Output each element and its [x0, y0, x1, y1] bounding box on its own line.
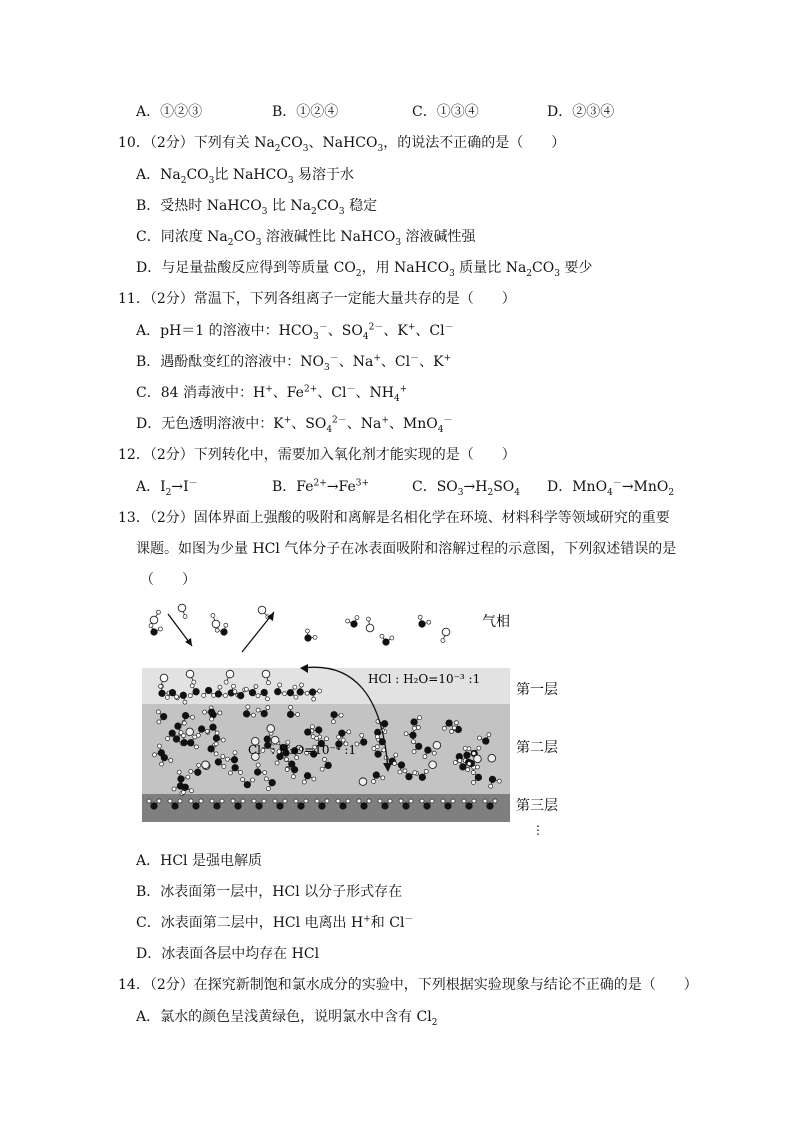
- q10-number: 10．: [118, 135, 150, 151]
- q12-option-d: D．MnO$_4$－→MnO$_2$: [547, 478, 675, 498]
- q13-stem-line1: [118, 509, 670, 527]
- chloride-ion-icon: [433, 741, 441, 749]
- q11-stem: [118, 290, 516, 308]
- q12-option-b: B．$Fe^{2+}\to Fe^{3+}$: [272, 478, 370, 495]
- q13-option-a: A．HCl 是强电解质: [136, 853, 262, 869]
- q12-option-a: A．$I_2\to I^-$: [136, 478, 198, 498]
- q14-score: （2分）: [149, 977, 194, 993]
- hcl-ice-adsorption-figure: [140, 598, 580, 838]
- q10-stem: [118, 134, 565, 152]
- q11-option-a: A．pH＝1 的溶液中：$HCO_3^-$、$SO_4^{2-}$、K+、Cl－: [136, 322, 454, 342]
- label-layer1: 第一层: [516, 682, 558, 698]
- q11-number: 11．: [118, 291, 150, 307]
- water-molecule-icon: [378, 634, 394, 647]
- water-molecule-icon: [345, 615, 362, 630]
- q13-number: 13．: [118, 510, 150, 526]
- chloride-ion-icon: [359, 778, 367, 786]
- q10-option-c: C．同浓度 $Na_2CO_3$ 溶液碱性比 NaHCO$_3$ 溶液碱性强: [136, 229, 476, 248]
- q12-score: （2分）: [149, 447, 194, 463]
- label-more-layers: ⋮: [532, 823, 544, 837]
- chloride-ion-icon: [488, 754, 496, 762]
- water-molecule-icon: [414, 614, 431, 630]
- q9-option-d: D．②③④: [547, 104, 615, 120]
- q12-stem: [118, 446, 516, 464]
- water-molecule-icon: [300, 628, 318, 645]
- label-layer2: 第二层: [516, 740, 558, 756]
- hcl-molecule-icon: [177, 603, 189, 620]
- q14-stem-text: 在探究新制饱和氯水成分的实验中，下列根据实验现象与结论不正确的是（ ）: [193, 977, 698, 993]
- chloride-ion-icon: [429, 761, 437, 769]
- q11-option-b: B．遇酚酞变红的溶液中：$NO_3^-$、Na+、Cl－、K+: [136, 353, 452, 373]
- label-layer3: 第三层: [516, 798, 558, 814]
- q11-option-d: D．无色透明溶液中：K+、$SO_4^{2-}$、Na+、MnO$_4$－: [136, 415, 453, 435]
- chloride-ion-icon: [202, 761, 210, 769]
- q11-option-c: C．84 消毒液中：H+、$Fe^{2+}$、Cl－、$NH_4^+$: [136, 384, 408, 404]
- adsorb-arrowhead: [185, 638, 192, 646]
- q13-option-c: C．冰表面第二层中，HCl 电离出 H+和 Cl－: [136, 914, 414, 931]
- hcl-molecule-icon: [364, 617, 374, 633]
- chloride-ion-icon: [186, 728, 194, 736]
- q11-score: （2分）: [149, 291, 194, 307]
- hcl-molecule-icon: [149, 609, 163, 626]
- q13-option-b: B．冰表面第一层中，HCl 以分子形式存在: [136, 884, 403, 900]
- q12-option-c: C．$SO_3\to H_2SO_4$: [412, 479, 521, 498]
- q9-option-c: C．①③④: [412, 104, 479, 120]
- q9-option-b: B．①②④: [272, 104, 339, 120]
- q13-stem-text-1: 固体界面上强酸的吸附和离解是名相化学在环境、材料科学等领域研究的重要: [193, 510, 670, 526]
- q12-number: 12．: [118, 447, 150, 463]
- q10-option-b: B．受热时 NaHCO$_3$ 比 $Na_2CO_3$ 稳定: [136, 198, 378, 217]
- q10-stem-text: 下列有关 $Na_2CO_3$、NaHCO$_3$，的说法不正确的是（ ）: [193, 135, 566, 154]
- q11-stem-text: 常温下，下列各组离子一定能大量共存的是（ ）: [193, 291, 516, 307]
- chloride-ion-icon: [474, 755, 482, 763]
- q13-score: （2分）: [149, 510, 194, 526]
- q13-stem-line2: 课题。如图为少量 HCl 气体分子在冰表面吸附和溶解过程的示意图，下列叙述错误的是: [136, 541, 677, 557]
- q13-option-d: D．冰表面各层中均存在 HCl: [136, 946, 320, 962]
- ratio-layer1: HCl : H₂O=10⁻³ :1: [368, 672, 481, 686]
- q10-option-d: D．与足量盐酸反应得到等质量 $CO_2$，用 NaHCO$_3$ 质量比 $Na_2CO_3$ 要少: [136, 260, 593, 279]
- q10-option-a: A．$Na_2CO_3$比 NaHCO$_3$ 易溶于水: [136, 167, 355, 186]
- ratio-layer2: Cl⁻ : H₂O=10⁻⁴ :1: [248, 743, 357, 757]
- q9-option-a: A．①②③: [136, 104, 203, 120]
- hcl-molecule-icon: [439, 627, 451, 644]
- water-molecule-icon: [146, 623, 163, 638]
- q14-number: 14．: [118, 977, 150, 993]
- q14-option-a: A．氯水的颜色呈浅黄绿色，说明氯水中含有 $Cl_2$: [136, 1009, 438, 1028]
- chloride-ion-icon: [267, 725, 275, 733]
- q14-stem: [118, 976, 698, 994]
- q10-score: （2分）: [149, 135, 194, 151]
- q13-stem-line3: （ ）: [140, 572, 196, 588]
- q12-stem-text: 下列转化中，需要加入氧化剂才能实现的是（ ）: [193, 447, 516, 463]
- hcl-molecule-icon: [209, 612, 221, 629]
- label-gas-phase: 气相: [482, 614, 510, 630]
